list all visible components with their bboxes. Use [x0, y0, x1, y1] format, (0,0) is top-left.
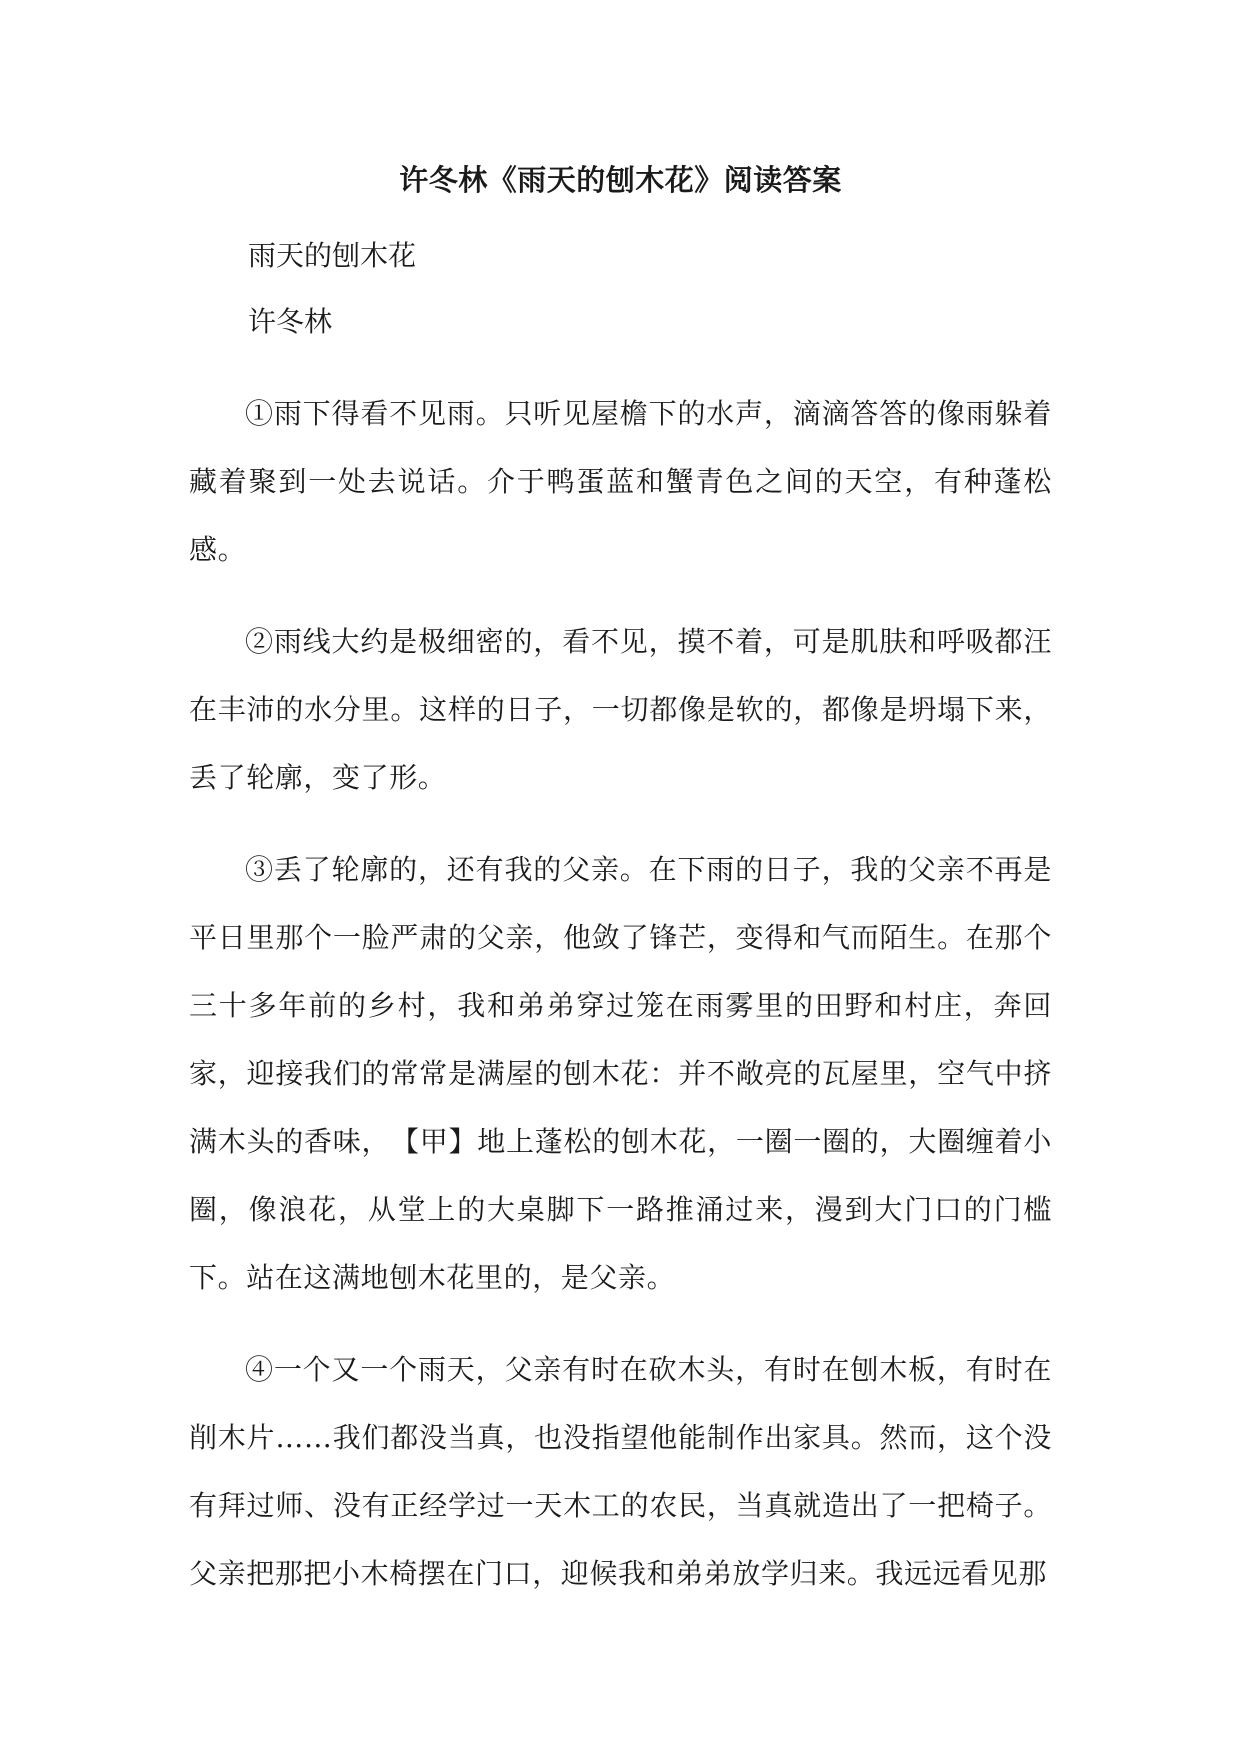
paragraph-4: ④一个又一个雨天，父亲有时在砍木头，有时在刨木板，有时在削木片……我们都没当真，也没指望他能制作出家具。然而，这个没有拜过师、没有正经学过一天木工的农民，当真就造出了一把椅子。父亲把那把小木椅摆在门口，迎候我和弟弟放学归来。我远远看见那: [189, 1353, 1052, 1590]
article-title: 雨天的刨木花: [248, 239, 417, 272]
document-title: 许冬林《雨天的刨木花》阅读答案: [399, 163, 842, 197]
paragraph-1: ①雨下得看不见雨。只听见屋檐下的水声，滴滴答答的像雨躲着藏着聚到一处去说话。介于鸭蛋蓝和蟹青色之间的天空，有种蓬松感。: [189, 397, 1052, 566]
article-author: 许冬林: [248, 305, 333, 338]
paragraph-3: ③丢了轮廓的，还有我的父亲。在下雨的日子，我的父亲不再是平日里那个一脸严肃的父亲，他敛了锋芒，变得和气而陌生。在那个三十多年前的乡村，我和弟弟穿过笼在雨雾里的田野和村庄，奔回家，迎接我们的常常是满屋的刨木花：并不敞亮的瓦屋里，空气中挤满木头的香味， 【甲】地上蓬松的刨木花，一圈一圈的，大圈缠着小圈，像浪花，从堂上的大桌脚下一路推涌过来，漫到大门口的门槛下。站在这满地刨木花里的，是父亲。: [189, 853, 1052, 1294]
paragraph-2: ②雨线大约是极细密的，看不见，摸不着，可是肌肤和呼吸都汪在丰沛的水分里。这样的日子，一切都像是软的，都像是坍塌下来，丢了轮廓，变了形。: [189, 625, 1052, 794]
article-body: [189, 380, 1052, 1632]
